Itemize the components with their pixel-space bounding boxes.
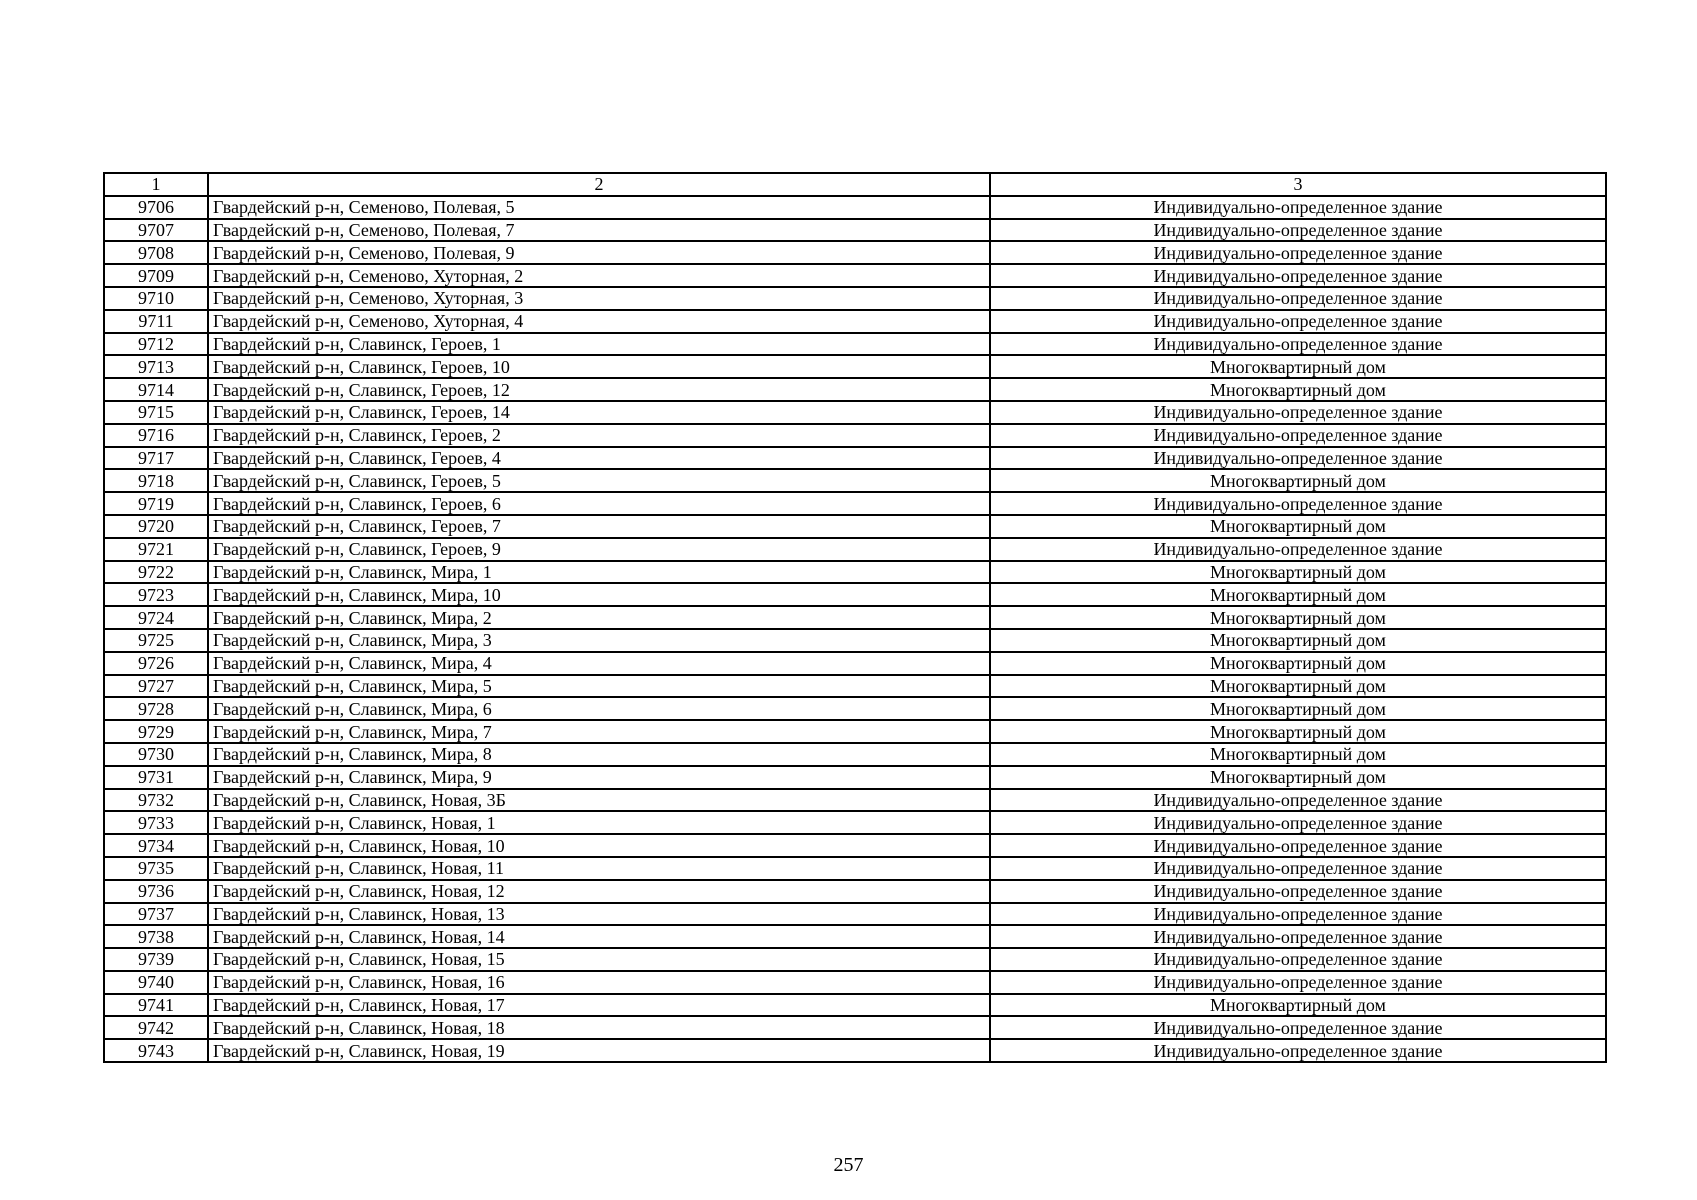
table-row bbox=[104, 538, 1606, 561]
table-row bbox=[104, 903, 1606, 926]
address-cell: Гвардейский р-н, Славинск, Мира, 6 bbox=[208, 697, 990, 720]
address-cell: Гвардейский р-н, Славинск, Новая, 17 bbox=[208, 994, 990, 1017]
object-type-cell: Индивидуально-определенное здание bbox=[990, 241, 1606, 264]
row-number-cell: 9739 bbox=[104, 948, 208, 971]
address-cell: Гвардейский р-н, Славинск, Мира, 9 bbox=[208, 766, 990, 789]
row-number-cell: 9743 bbox=[104, 1039, 208, 1062]
address-cell: Гвардейский р-н, Семеново, Полевая, 5 bbox=[208, 196, 990, 219]
row-number-cell: 9730 bbox=[104, 743, 208, 766]
object-type-cell: Индивидуально-определенное здание bbox=[990, 287, 1606, 310]
row-number-cell: 9740 bbox=[104, 971, 208, 994]
object-type-cell: Многоквартирный дом bbox=[990, 675, 1606, 698]
object-type-cell: Индивидуально-определенное здание bbox=[990, 971, 1606, 994]
row-number-cell: 9733 bbox=[104, 811, 208, 834]
address-cell: Гвардейский р-н, Славинск, Мира, 5 bbox=[208, 675, 990, 698]
object-type-cell: Индивидуально-определенное здание bbox=[990, 1039, 1606, 1062]
row-number-cell: 9715 bbox=[104, 401, 208, 424]
object-type-cell: Многоквартирный дом bbox=[990, 743, 1606, 766]
row-number-cell: 9721 bbox=[104, 538, 208, 561]
address-cell: Гвардейский р-н, Славинск, Новая, 16 bbox=[208, 971, 990, 994]
table-row bbox=[104, 447, 1606, 470]
column-header-2: 2 bbox=[208, 173, 990, 196]
row-number-cell: 9737 bbox=[104, 903, 208, 926]
object-type-cell: Индивидуально-определенное здание bbox=[990, 857, 1606, 880]
row-number-cell: 9734 bbox=[104, 834, 208, 857]
page-number: 257 bbox=[833, 1154, 864, 1176]
object-type-cell: Индивидуально-определенное здание bbox=[990, 1016, 1606, 1039]
object-type-cell: Индивидуально-определенное здание bbox=[990, 447, 1606, 470]
table-row bbox=[104, 629, 1606, 652]
table-row bbox=[104, 264, 1606, 287]
table-row bbox=[104, 219, 1606, 242]
table-row bbox=[104, 880, 1606, 903]
table-row bbox=[104, 424, 1606, 447]
address-cell: Гвардейский р-н, Семеново, Хуторная, 2 bbox=[208, 264, 990, 287]
row-number-cell: 9726 bbox=[104, 652, 208, 675]
row-number-cell: 9731 bbox=[104, 766, 208, 789]
row-number-cell: 9742 bbox=[104, 1016, 208, 1039]
object-type-cell: Многоквартирный дом bbox=[990, 469, 1606, 492]
row-number-cell: 9710 bbox=[104, 287, 208, 310]
row-number-cell: 9712 bbox=[104, 333, 208, 356]
address-cell: Гвардейский р-н, Славинск, Новая, 12 bbox=[208, 880, 990, 903]
address-cell: Гвардейский р-н, Славинск, Мира, 3 bbox=[208, 629, 990, 652]
address-cell: Гвардейский р-н, Славинск, Мира, 1 bbox=[208, 561, 990, 584]
object-type-cell: Многоквартирный дом bbox=[990, 561, 1606, 584]
address-cell: Гвардейский р-н, Славинск, Новая, 13 bbox=[208, 903, 990, 926]
row-number-cell: 9720 bbox=[104, 515, 208, 538]
row-number-cell: 9741 bbox=[104, 994, 208, 1017]
address-cell: Гвардейский р-н, Славинск, Новая, 10 bbox=[208, 834, 990, 857]
table-row bbox=[104, 697, 1606, 720]
row-number-cell: 9709 bbox=[104, 264, 208, 287]
row-number-cell: 9725 bbox=[104, 629, 208, 652]
table-row bbox=[104, 310, 1606, 333]
object-type-cell: Индивидуально-определенное здание bbox=[990, 264, 1606, 287]
object-type-cell: Индивидуально-определенное здание bbox=[990, 789, 1606, 812]
address-cell: Гвардейский р-н, Славинск, Героев, 5 bbox=[208, 469, 990, 492]
row-number-cell: 9722 bbox=[104, 561, 208, 584]
table-row bbox=[104, 652, 1606, 675]
table-row bbox=[104, 196, 1606, 219]
address-cell: Гвардейский р-н, Семеново, Хуторная, 4 bbox=[208, 310, 990, 333]
table-row bbox=[104, 287, 1606, 310]
object-type-cell: Многоквартирный дом bbox=[990, 355, 1606, 378]
row-number-cell: 9732 bbox=[104, 789, 208, 812]
object-type-cell: Индивидуально-определенное здание bbox=[990, 492, 1606, 515]
object-type-cell: Многоквартирный дом bbox=[990, 583, 1606, 606]
register-table bbox=[103, 172, 1607, 1063]
table-row bbox=[104, 766, 1606, 789]
address-cell: Гвардейский р-н, Славинск, Героев, 6 bbox=[208, 492, 990, 515]
address-cell: Гвардейский р-н, Славинск, Новая, 14 bbox=[208, 925, 990, 948]
table-row bbox=[104, 241, 1606, 264]
row-number-cell: 9723 bbox=[104, 583, 208, 606]
address-cell: Гвардейский р-н, Семеново, Полевая, 7 bbox=[208, 219, 990, 242]
table-row bbox=[104, 492, 1606, 515]
object-type-cell: Многоквартирный дом bbox=[990, 720, 1606, 743]
object-type-cell: Индивидуально-определенное здание bbox=[990, 538, 1606, 561]
address-cell: Гвардейский р-н, Славинск, Мира, 2 bbox=[208, 606, 990, 629]
table-row bbox=[104, 561, 1606, 584]
object-type-cell: Индивидуально-определенное здание bbox=[990, 424, 1606, 447]
row-number-cell: 9714 bbox=[104, 378, 208, 401]
row-number-cell: 9707 bbox=[104, 219, 208, 242]
object-type-cell: Многоквартирный дом bbox=[990, 766, 1606, 789]
address-cell: Гвардейский р-н, Славинск, Новая, 1 bbox=[208, 811, 990, 834]
table-header bbox=[104, 173, 1606, 196]
object-type-cell: Многоквартирный дом bbox=[990, 629, 1606, 652]
object-type-cell: Многоквартирный дом bbox=[990, 606, 1606, 629]
object-type-cell: Многоквартирный дом bbox=[990, 994, 1606, 1017]
table-row bbox=[104, 333, 1606, 356]
row-number-cell: 9711 bbox=[104, 310, 208, 333]
address-cell: Гвардейский р-н, Семеново, Полевая, 9 bbox=[208, 241, 990, 264]
table-row bbox=[104, 789, 1606, 812]
address-cell: Гвардейский р-н, Славинск, Героев, 7 bbox=[208, 515, 990, 538]
row-number-cell: 9736 bbox=[104, 880, 208, 903]
table-row bbox=[104, 515, 1606, 538]
address-cell: Гвардейский р-н, Славинск, Героев, 12 bbox=[208, 378, 990, 401]
table-row bbox=[104, 1039, 1606, 1062]
address-cell: Гвардейский р-н, Семеново, Хуторная, 3 bbox=[208, 287, 990, 310]
object-type-cell: Индивидуально-определенное здание bbox=[990, 903, 1606, 926]
object-type-cell: Индивидуально-определенное здание bbox=[990, 196, 1606, 219]
table-row bbox=[104, 606, 1606, 629]
address-cell: Гвардейский р-н, Славинск, Новая, 15 bbox=[208, 948, 990, 971]
table-row bbox=[104, 378, 1606, 401]
table-row bbox=[104, 469, 1606, 492]
address-cell: Гвардейский р-н, Славинск, Мира, 4 bbox=[208, 652, 990, 675]
address-cell: Гвардейский р-н, Славинск, Новая, 11 bbox=[208, 857, 990, 880]
address-cell: Гвардейский р-н, Славинск, Мира, 7 bbox=[208, 720, 990, 743]
table-row bbox=[104, 675, 1606, 698]
table-row bbox=[104, 948, 1606, 971]
object-type-cell: Индивидуально-определенное здание bbox=[990, 948, 1606, 971]
row-number-cell: 9738 bbox=[104, 925, 208, 948]
table-row bbox=[104, 925, 1606, 948]
address-cell: Гвардейский р-н, Славинск, Героев, 14 bbox=[208, 401, 990, 424]
table-row bbox=[104, 857, 1606, 880]
row-number-cell: 9706 bbox=[104, 196, 208, 219]
row-number-cell: 9724 bbox=[104, 606, 208, 629]
address-cell: Гвардейский р-н, Славинск, Мира, 10 bbox=[208, 583, 990, 606]
row-number-cell: 9718 bbox=[104, 469, 208, 492]
header-row bbox=[104, 173, 1606, 196]
column-header-1: 1 bbox=[104, 173, 208, 196]
object-type-cell: Индивидуально-определенное здание bbox=[990, 333, 1606, 356]
object-type-cell: Индивидуально-определенное здание bbox=[990, 811, 1606, 834]
object-type-cell: Многоквартирный дом bbox=[990, 697, 1606, 720]
row-number-cell: 9735 bbox=[104, 857, 208, 880]
table-row bbox=[104, 811, 1606, 834]
table-row bbox=[104, 355, 1606, 378]
row-number-cell: 9708 bbox=[104, 241, 208, 264]
row-number-cell: 9727 bbox=[104, 675, 208, 698]
table-body bbox=[104, 196, 1606, 1062]
table-row bbox=[104, 834, 1606, 857]
column-header-3: 3 bbox=[990, 173, 1606, 196]
object-type-cell: Индивидуально-определенное здание bbox=[990, 310, 1606, 333]
address-cell: Гвардейский р-н, Славинск, Новая, 3Б bbox=[208, 789, 990, 812]
table-row bbox=[104, 583, 1606, 606]
object-type-cell: Индивидуально-определенное здание bbox=[990, 834, 1606, 857]
table-row bbox=[104, 1016, 1606, 1039]
address-cell: Гвардейский р-н, Славинск, Мира, 8 bbox=[208, 743, 990, 766]
row-number-cell: 9729 bbox=[104, 720, 208, 743]
row-number-cell: 9713 bbox=[104, 355, 208, 378]
object-type-cell: Многоквартирный дом bbox=[990, 515, 1606, 538]
row-number-cell: 9728 bbox=[104, 697, 208, 720]
table-row bbox=[104, 743, 1606, 766]
object-type-cell: Многоквартирный дом bbox=[990, 652, 1606, 675]
table-row bbox=[104, 401, 1606, 424]
row-number-cell: 9717 bbox=[104, 447, 208, 470]
table-row bbox=[104, 994, 1606, 1017]
table-row bbox=[104, 971, 1606, 994]
address-cell: Гвардейский р-н, Славинск, Героев, 2 bbox=[208, 424, 990, 447]
address-cell: Гвардейский р-н, Славинск, Новая, 19 bbox=[208, 1039, 990, 1062]
object-type-cell: Многоквартирный дом bbox=[990, 378, 1606, 401]
address-cell: Гвардейский р-н, Славинск, Героев, 1 bbox=[208, 333, 990, 356]
row-number-cell: 9719 bbox=[104, 492, 208, 515]
table-row bbox=[104, 720, 1606, 743]
object-type-cell: Индивидуально-определенное здание bbox=[990, 219, 1606, 242]
address-cell: Гвардейский р-н, Славинск, Новая, 18 bbox=[208, 1016, 990, 1039]
row-number-cell: 9716 bbox=[104, 424, 208, 447]
object-type-cell: Индивидуально-определенное здание bbox=[990, 401, 1606, 424]
object-type-cell: Индивидуально-определенное здание bbox=[990, 925, 1606, 948]
address-cell: Гвардейский р-н, Славинск, Героев, 9 bbox=[208, 538, 990, 561]
object-type-cell: Индивидуально-определенное здание bbox=[990, 880, 1606, 903]
address-cell: Гвардейский р-н, Славинск, Героев, 10 bbox=[208, 355, 990, 378]
address-cell: Гвардейский р-н, Славинск, Героев, 4 bbox=[208, 447, 990, 470]
